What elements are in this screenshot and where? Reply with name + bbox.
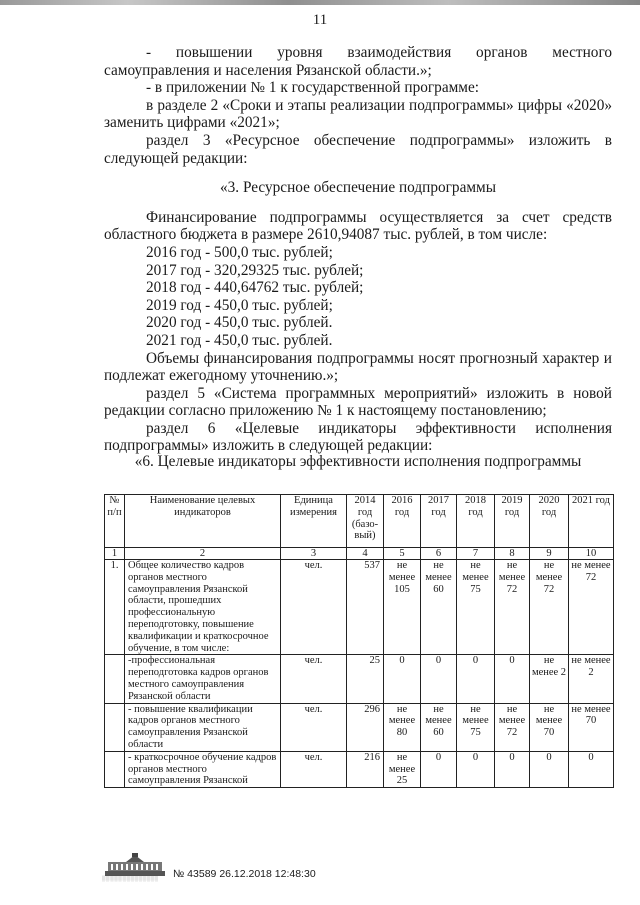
funding-line: 2016 год - 500,0 тыс. рублей; [146,243,333,261]
column-header: 2018 год [457,495,495,548]
column-number: 4 [347,548,384,560]
unit-cell: чел. [281,703,347,751]
value-cell: 0 [421,655,457,703]
column-number: 7 [457,548,495,560]
indicator-name: - краткосрочное обучение кадров органов местного самоуправления Рязанской [125,751,281,787]
base-value-cell: 216 [347,751,384,787]
column-header: Наименование целевых индикаторов [125,495,281,548]
funding-line: 2020 год - 450,0 тыс. рублей. [146,314,333,332]
section-heading: «3. Ресурсное обеспечение подпрограммы [220,179,496,197]
government-building-icon [104,853,166,877]
column-header: Единица измерения [281,495,347,548]
table-row [105,560,614,655]
paragraph: раздел 5 «Система программных мероприятий» изложить в новой редакции согласно приложению № 1 к настоящему постановлению; [104,384,612,420]
column-header: № п/п [105,495,125,548]
column-header: 2014 год (базо-вый) [347,495,384,548]
value-cell: не менее 72 [569,560,614,655]
paragraph: Финансирование подпрограммы осуществляется за счет средств областного бюджета в размере 2610,94087 тыс. рублей, в том числе: [104,208,612,244]
column-header: 2020 год [530,495,569,548]
column-header: 2017 год [421,495,457,548]
column-number: 3 [281,548,347,560]
paragraph: раздел 6 «Целевые индикаторы эффективности исполнения подпрограммы» изложить в следующей редакции: [104,419,612,455]
indicator-name: Общее количество кадров органов местного самоуправления Рязанской области, прошедших профессиональную переподготовку, повышение квалификации и краткосрочное обучение, в том числе: [125,560,281,655]
document-number: № 43589 [173,868,217,880]
unit-cell: чел. [281,655,347,703]
indicator-name: -профессиональная переподготовка кадров органов местного самоуправления Рязанской области [125,655,281,703]
row-number [105,703,125,751]
column-number-row [105,548,614,560]
value-cell: не менее 2 [569,655,614,703]
value-cell: не менее 80 [384,703,421,751]
unit-cell: чел. [281,751,347,787]
funding-line: 2021 год - 450,0 тыс. рублей. [146,331,333,349]
row-number [105,751,125,787]
value-cell: 0 [569,751,614,787]
table-row [105,655,614,703]
value-cell: не менее 25 [384,751,421,787]
base-value-cell: 296 [347,703,384,751]
unit-cell: чел. [281,560,347,655]
paragraph: - повышении уровня взаимодействия органов местного самоуправления и населения Рязанской области.»; [104,44,612,79]
paragraph: - в приложении № 1 к государственной программе: [146,79,480,97]
row-number [105,655,125,703]
column-header: 2019 год [495,495,530,548]
value-cell: не менее 72 [495,703,530,751]
column-header: 2016 год [384,495,421,548]
value-cell: не менее 70 [530,703,569,751]
column-number: 9 [530,548,569,560]
table-title: «6. Целевые индикаторы эффективности исполнения подпрограммы [134,453,582,470]
column-header: 2021 год [569,495,614,548]
scan-edge-artifact [0,0,640,5]
base-value-cell: 537 [347,560,384,655]
value-cell: 0 [457,655,495,703]
value-cell: не менее 2 [530,655,569,703]
funding-line: 2019 год - 450,0 тыс. рублей; [146,296,333,314]
value-cell: не менее 72 [530,560,569,655]
document-registration [173,868,316,880]
value-cell: не менее 60 [421,560,457,655]
paragraph: в разделе 2 «Сроки и этапы реализации подпрограммы» цифры «2020» заменить цифрами «2021»; [104,96,612,132]
table-header-row [105,495,614,548]
indicator-name: - повышение квалификации кадров органов местного самоуправления Рязанской области [125,703,281,751]
table-row [105,703,614,751]
value-cell: не менее 72 [495,560,530,655]
funding-line: 2017 год - 320,29325 тыс. рублей; [146,261,364,279]
value-cell: 0 [421,751,457,787]
value-cell: не менее 75 [457,703,495,751]
value-cell: не менее 70 [569,703,614,751]
value-cell: не менее 75 [457,560,495,655]
value-cell: 0 [457,751,495,787]
column-number: 10 [569,548,614,560]
funding-line: 2018 год - 440,64762 тыс. рублей; [146,279,364,297]
column-number: 5 [384,548,421,560]
column-number: 6 [421,548,457,560]
value-cell: не менее 105 [384,560,421,655]
document-datetime: 26.12.2018 12:48:30 [219,868,316,880]
table-row [105,751,614,787]
page-number: 11 [312,12,328,28]
column-number: 8 [495,548,530,560]
row-number: 1. [105,560,125,655]
indicators-table [104,494,614,788]
value-cell: 0 [530,751,569,787]
column-number: 2 [125,548,281,560]
value-cell: не менее 60 [421,703,457,751]
value-cell: 0 [384,655,421,703]
paragraph: Объемы финансирования подпрограммы носят прогнозный характер и подлежат ежегодному уточнению.»; [104,349,612,385]
base-value-cell: 25 [347,655,384,703]
value-cell: 0 [495,751,530,787]
paragraph: раздел 3 «Ресурсное обеспечение подпрограммы» изложить в следующей редакции: [104,131,612,167]
document-body [104,44,612,455]
value-cell: 0 [495,655,530,703]
column-number: 1 [105,548,125,560]
stamp-caption: ░░░░░░░░░░░░░░ [102,877,159,882]
